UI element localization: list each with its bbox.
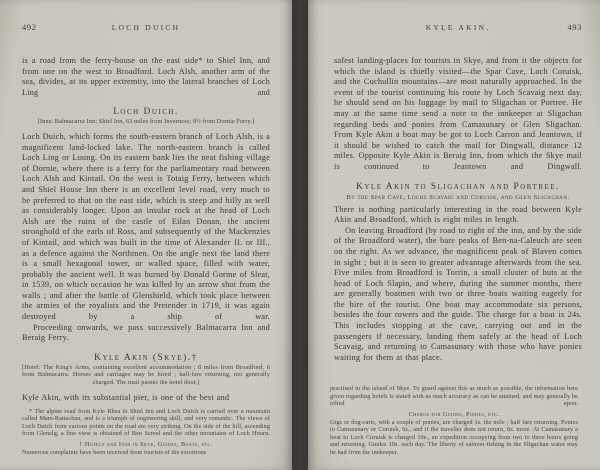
paragraph-nothing-interesting: There is nothing particularly interesting in the road between Kyle Akin and Broadford, which is eight miles in length.	[334, 204, 582, 225]
footnote-practised: practised in the island of Skye. To guard against this as much as possible, the information here given regarding hotels is stated with as much accuracy as can be attained, and may generally be relied upon.	[330, 385, 578, 407]
footnote-charges: Gigs or dog-carts, with a couple of ponies, are charged 1s. the mile ; half fare returning. Ponies to Camasunary or Coruisk, 6s., and if the traveller does not return, 8s. more. At Camasunary a boat to Loch Coruisk is charged 10s., an expedition occupying from two to three hours going and returning. Guides 10s. each day. The liberty of salmon-fishing in the Sligachan water may be had from the innkeeper.	[330, 418, 578, 456]
left-page-footnotes	[22, 405, 270, 459]
page-number-right: 493	[567, 22, 582, 32]
right-running-head	[334, 22, 582, 38]
book-gutter	[292, 0, 308, 470]
section-heading-kyle-akin-to-sligachan: Kyle Akin to Sligachan and Portree.	[356, 181, 560, 192]
footnote-charges-heading: Charge for Guides, Ponies, etc.	[408, 411, 500, 418]
running-title-left: LOCH DUICH	[111, 23, 181, 32]
inn-note-loch-duich: [Inns: Balmacarra Inn; Shiel Inn, 63 miles from Inverness; 9½ from Dornie Ferry.]	[37, 118, 255, 126]
paragraph-leaving-broadford: On leaving Broadford (by road to right of the inn, and by the side of the Broadford water), the bare peaks of Ben-na-Caleuch are seen on the right. As we advance, the magnificent peak of Blaven comes in sight ; but it is seen to greater advantage afterwards from the sea. Five miles from Broadford is Torrin, a small cluster of huts at the head of Loch Slapin, and where, during the summer months, there are generally boatmen with two or three boats waiting eagerly for the hire of the tourist. One boat may accommodate six persons, besides the four rowers and the guide. The charge for a boat is 24s. This includes stopping at the cave, carrying out and in the passengers if necessary, landing them safely at the head of Loch Scavaig, and returning to Camasunary with those who have ponies waiting for them at that place.	[334, 225, 582, 362]
footnote-dagger: Numerous complaints have been received from tourists of the extortions	[22, 448, 207, 456]
paragraph-landing-places: safest landing-places for tourists in Skye, and from it the objects for which the island is chiefly visited—the Spar Cave, Loch Coruisk, and the Cuchullin mountains—are most naturally approached. In the event of the tourist continuing his route by Loch Scavaig next day, he should send on his luggage by mail to Sligachan or Portree. He may at the same time send a note to the innkeeper at Sligachan regarding beds and ponies from Camasunary or Glen Sligachan. From Kyle Akin a boat may be got to Loch Carron and Jeantown, if it should be wished to catch the mail for Dingwall, distance 12 miles. Opposite Kyle Akin is Beraig Inn, from which the Skye mail is continued to Jeantown and Dingwall.	[334, 56, 582, 171]
paragraph-continuation: is a road from the ferry-house on the east side* to Shiel Inn, and from one on the west to Broadford. Loch Alsh, another arm of the sea, divides, at its upper extremity, into the lateral branches of Loch Ling and	[22, 56, 270, 97]
hotel-note-kyle-akin: [Hotel: The King's Arms, containing excellent accommodation ; 8 miles from Broadford, 6 from Balmacarra. Horses and carriages may be hired ; half-fare returning, not generally charged. The mail passes the hotel door.]	[22, 363, 270, 387]
paragraph-loch-duich-description: Loch Duich, which forms the south-eastern branch of Loch Alsh, is a magnificent land-locked lake. The north-eastern branch is called Loch Ling or Loung. On its eastern bank lies the neat fishing village of Dornie, where there is a ferry for the parliamentary road between Loch Alsh and Kintail. On the west is Totaig Ferry, between which and Shiel House Inn there is an excellent level road, very much to be preferred to that on the east side, which is steep and hilly as well as considerably longer. Upon an insular rock at the head of Loch Alsh are the ruins of the castle of Eilan Donan, the ancient stronghold of the earls of Ross, and subsequently of the Mackenzies of Kintail, and which was built in the time of Alexander II. or III., as a defence against the Northmen. On the angle next the land there is a small hexagonal tower, or walled space, filled with water, probably the ancient well. It was burned by Donald Gorme of Sleat, in 1539, on which occasion he was killed by an arrow shot from the walls ; and after the battle of Glenshield, which took place between the armies of the royalists and the Pretender in 1719, it was again destroyed by a ship of war.	[22, 131, 270, 322]
paragraph-proceeding-onwards: Proceeding onwards, we pass successively Balmacarra Inn and Beraig Ferry.	[22, 322, 270, 343]
section-heading-loch-duich: Loch Duich.	[113, 107, 179, 118]
paragraph-kyle-akin-pier: Kyle Akin, with its substantial pier, is one of the best and	[22, 392, 230, 402]
section-heading-kyle-akin: Kyle Akin (Skye).†	[94, 352, 198, 363]
right-page	[308, 0, 600, 470]
footnote-asterisk: * The alpine road from Kyle Rhea to Shiel Inn and Loch Duich is carried over a mountain called Mam-Rattachan, and is a triumph of engineering skill, and very romantic. The views of Loch Duich from various points on the road are very striking. On the side of the hill, ascending from Glenelg, a fine view is obtained of Ben Screel and the other mountains of Loch Hourn.	[22, 407, 270, 437]
left-page-text-block	[22, 22, 270, 458]
left-running-head	[22, 22, 270, 38]
right-page-footnotes	[330, 382, 578, 458]
left-page	[0, 0, 292, 470]
running-title-right: KYLE AKIN.	[425, 23, 491, 32]
footnote-dagger-heading: † Hotels and Inns in Skye, Guides, Boats, etc.	[79, 441, 213, 448]
subsection-heading-route: By the Spar Cave, Lochs Scavaig and Coruisk, and Glen Sligachan.	[346, 193, 570, 201]
page-number-left: 492	[22, 22, 37, 32]
